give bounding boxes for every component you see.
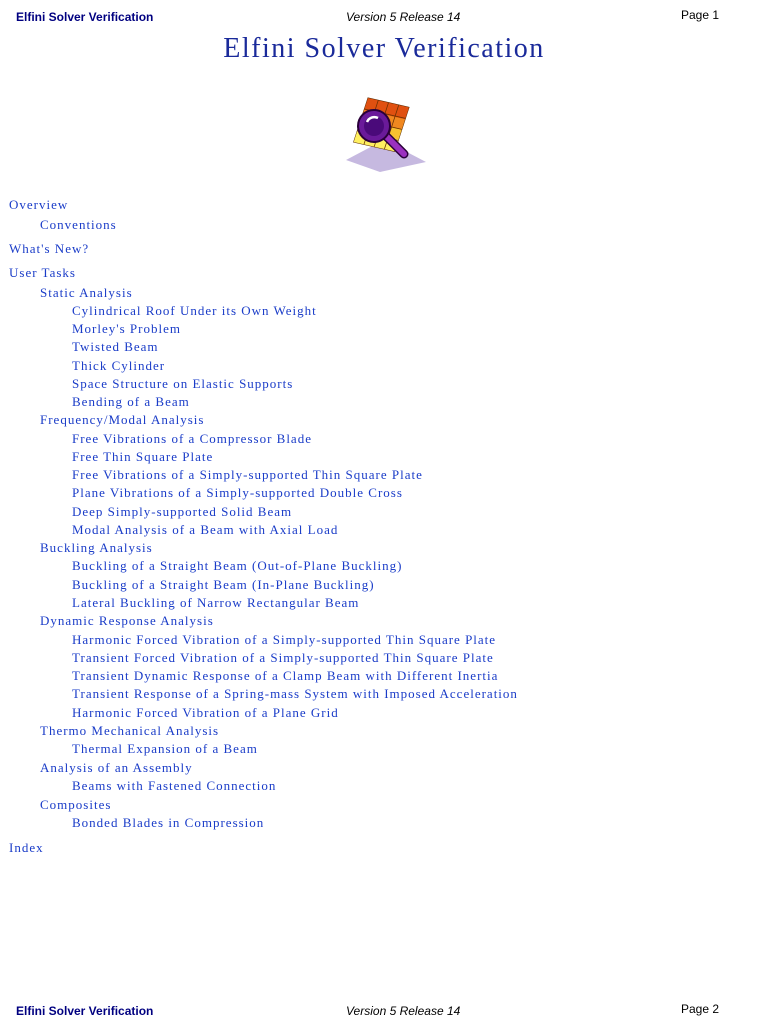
toc-item[interactable]: Free Vibrations of a Compressor Blade: [72, 431, 312, 446]
toc-item[interactable]: Transient Forced Vibration of a Simply-supported Thin Square Plate: [72, 650, 494, 665]
toc-item[interactable]: Harmonic Forced Vibration of a Simply-supported Thin Square Plate: [72, 632, 497, 647]
toc-conventions[interactable]: Conventions: [40, 217, 117, 232]
page-title: Elfini Solver Verification: [223, 33, 545, 64]
toc-item[interactable]: Morley's Problem: [72, 321, 181, 336]
toc-buckling-analysis[interactable]: Buckling Analysis: [40, 540, 153, 555]
toc-thermo-mechanical-analysis[interactable]: Thermo Mechanical Analysis: [40, 723, 220, 738]
toc-item[interactable]: Thermal Expansion of a Beam: [72, 741, 258, 756]
toc-item[interactable]: Beams with Fastened Connection: [72, 778, 277, 793]
toc-item[interactable]: Modal Analysis of a Beam with Axial Load: [72, 522, 339, 537]
footer-doc-title: Elfini Solver Verification: [16, 1004, 154, 1018]
header-version: Version 5 Release 14: [346, 10, 461, 24]
toc-item[interactable]: Space Structure on Elastic Supports: [72, 376, 294, 391]
toc-overview[interactable]: Overview: [9, 197, 69, 212]
toc-item[interactable]: Thick Cylinder: [72, 358, 166, 373]
header-doc-title: Elfini Solver Verification: [16, 10, 154, 24]
toc-item[interactable]: Free Thin Square Plate: [72, 449, 214, 464]
toc-item[interactable]: Harmonic Forced Vibration of a Plane Grid: [72, 705, 339, 720]
toc-item[interactable]: Transient Response of a Spring-mass System with Imposed Acceleration: [72, 686, 518, 701]
toc-whats-new[interactable]: What's New?: [9, 241, 90, 256]
magnifier-over-mesh-icon: [340, 92, 428, 172]
toc-item[interactable]: Deep Simply-supported Solid Beam: [72, 504, 293, 519]
toc-index[interactable]: Index: [9, 840, 44, 855]
toc-item[interactable]: Lateral Buckling of Narrow Rectangular Beam: [72, 595, 360, 610]
toc-item[interactable]: Buckling of a Straight Beam (In-Plane Buckling): [72, 577, 375, 592]
toc-item[interactable]: Free Vibrations of a Simply-supported Thin Square Plate: [72, 467, 423, 482]
toc-frequency-modal-analysis[interactable]: Frequency/Modal Analysis: [40, 412, 205, 427]
toc-user-tasks[interactable]: User Tasks: [9, 265, 76, 280]
toc-item[interactable]: Bonded Blades in Compression: [72, 815, 265, 830]
toc-static-analysis[interactable]: Static Analysis: [40, 285, 133, 300]
footer-page-number: Page 2: [681, 1002, 720, 1016]
toc-item[interactable]: Twisted Beam: [72, 339, 159, 354]
toc-dynamic-response-analysis[interactable]: Dynamic Response Analysis: [40, 613, 214, 628]
header-page-number: Page 1: [681, 8, 720, 22]
toc-item[interactable]: Plane Vibrations of a Simply-supported Double Cross: [72, 485, 403, 500]
page-footer: [0, 1002, 768, 1022]
page-header: [0, 8, 768, 28]
toc-analysis-of-an-assembly[interactable]: Analysis of an Assembly: [40, 760, 193, 775]
toc-item[interactable]: Bending of a Beam: [72, 394, 190, 409]
footer-version: Version 5 Release 14: [346, 1004, 461, 1018]
toc-item[interactable]: Cylindrical Roof Under its Own Weight: [72, 303, 317, 318]
toc-item[interactable]: Buckling of a Straight Beam (Out-of-Plane Buckling): [72, 558, 403, 573]
toc-item[interactable]: Transient Dynamic Response of a Clamp Beam with Different Inertia: [72, 668, 499, 683]
toc-composites[interactable]: Composites: [40, 797, 112, 812]
